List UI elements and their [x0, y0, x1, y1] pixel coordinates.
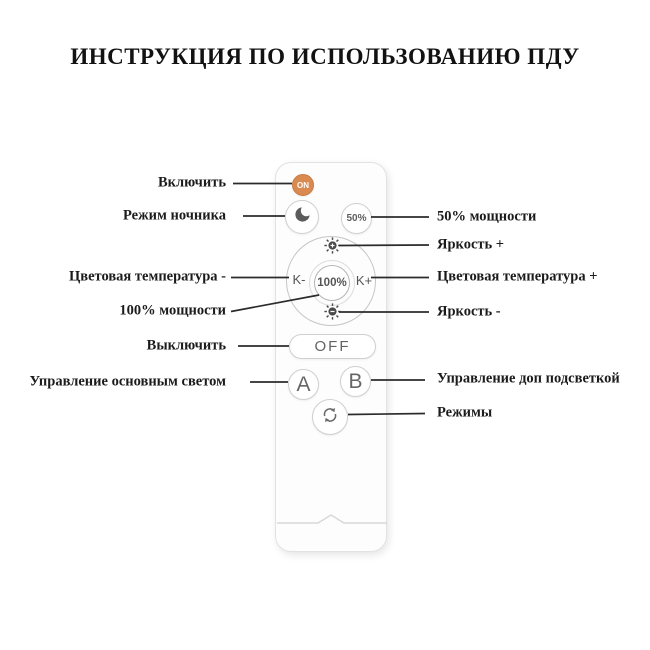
power-off-label: OFF	[314, 338, 351, 355]
night-mode-button[interactable]	[285, 200, 319, 234]
a-label: A	[296, 372, 311, 396]
full-power-button[interactable]	[314, 265, 350, 301]
color-temp-plus-button[interactable]	[352, 271, 376, 289]
color-temp-minus-button[interactable]	[287, 270, 311, 288]
power-on-button[interactable]	[292, 174, 314, 196]
power-on-label: ON	[297, 180, 309, 190]
cycle-arrows-icon	[320, 405, 340, 430]
callout-full-power: 100% мощности	[119, 302, 226, 319]
callout-brightness-down: Яркость -	[437, 303, 501, 320]
k-plus-label: K+	[355, 272, 373, 288]
brightness-down-button[interactable]	[323, 305, 341, 323]
callout-modes: Режимы	[437, 404, 493, 421]
callout-half-power: 50% мощности	[437, 208, 537, 225]
sun-plus-icon	[324, 237, 341, 259]
remote-control	[275, 162, 387, 552]
callout-main-light: Управление основным светом	[29, 373, 226, 390]
moon-icon	[293, 205, 312, 229]
page-title: ИНСТРУКЦИЯ ПО ИСПОЛЬЗОВАНИЮ ПДУ	[70, 44, 580, 69]
power-off-button[interactable]	[289, 334, 376, 359]
full-power-label: 100%	[317, 277, 347, 289]
callout-power-on: Включить	[157, 174, 226, 191]
callout-brightness-up: Яркость +	[437, 236, 505, 253]
k-minus-label: K-	[292, 271, 306, 287]
battery-cover-seam	[276, 508, 388, 533]
half-power-button[interactable]	[341, 203, 372, 234]
circular-control-pad	[286, 236, 376, 326]
callout-night-mode: Режим ночника	[123, 207, 226, 224]
sun-minus-icon	[324, 303, 341, 325]
main-light-a-button[interactable]	[288, 369, 319, 400]
aux-light-b-button[interactable]	[340, 366, 371, 397]
b-label: B	[348, 369, 363, 393]
callout-aux-light: Управление доп подсветкой	[437, 370, 620, 387]
callout-color-temp-plus: Цветовая температура +	[437, 268, 598, 285]
modes-button[interactable]	[312, 399, 348, 435]
callout-power-off: Выключить	[146, 337, 226, 354]
callout-color-temp-minus: Цветовая температура -	[68, 268, 226, 285]
half-power-label: 50%	[346, 213, 367, 224]
brightness-up-button[interactable]	[323, 239, 341, 257]
